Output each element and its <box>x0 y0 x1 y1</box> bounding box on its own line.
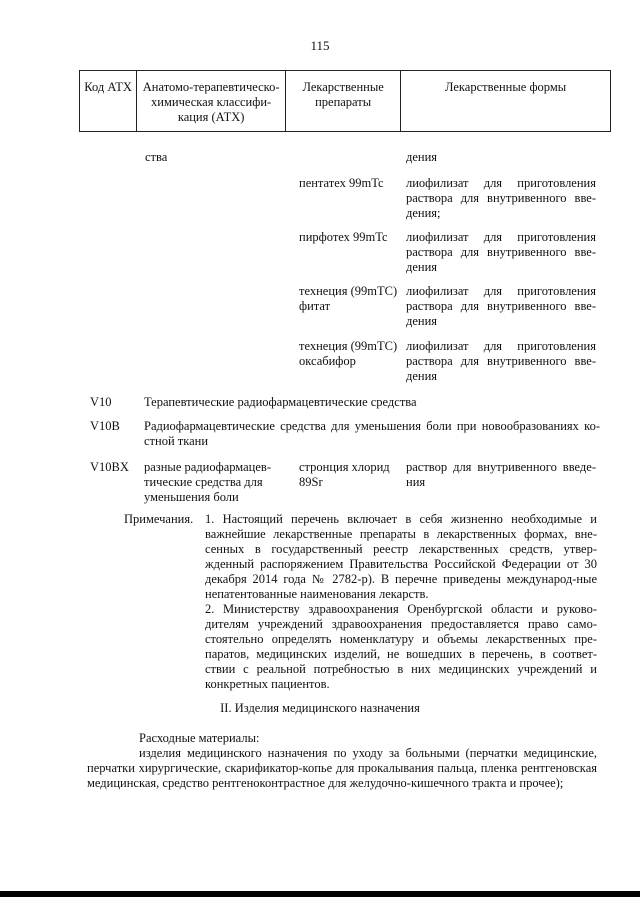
header-atc-code: Код АТХ <box>80 71 137 132</box>
dosage-form: раствор для внутривенного введе-ния <box>406 460 596 489</box>
notes-label: Примечания. <box>124 512 194 526</box>
atc-code: V10BX <box>90 460 129 474</box>
atc-code: V10B <box>90 419 120 433</box>
dosage-form: лиофилизат для приготовления раствора для внутривенного вве-дения <box>406 339 596 383</box>
atc-name: Терапевтические радиофармацевтические средства <box>144 395 417 409</box>
drug-name: технеция (99mTC) фитат <box>299 284 398 313</box>
table-header <box>79 70 611 132</box>
atc-name: разные радиофармацев-тические средства для уменьшения боли <box>144 460 271 504</box>
footer-divider <box>0 891 640 897</box>
dosage-form: лиофилизат для приготовления раствора для внутривенного вве-дения <box>406 230 596 274</box>
header-dosage-forms: Лекарственные формы <box>401 71 611 132</box>
continued-form-text: дения <box>406 150 438 164</box>
drug-name: пентатех 99mTc <box>299 176 384 190</box>
dosage-form: лиофилизат для приготовления раствора для внутривенного вве-дения; <box>406 176 596 220</box>
drug-name: пирфотех 99mTc <box>299 230 388 244</box>
continued-class-text: ства <box>145 150 168 164</box>
header-drugs: Лекарственные препараты <box>286 71 401 132</box>
atc-code: V10 <box>90 395 112 409</box>
section-title: II. Изделия медицинского назначения <box>220 701 420 715</box>
consumables-label: Расходные материалы: <box>139 731 260 745</box>
note-paragraph: 2. Министерству здравоохранения Оренбургской области и руково-дителям учреждений здравоохранения предоставляется право само-стоятельно определять номенклатуру и объемы лекарственных пре-паратов, медицинских изделий, не вошедших в перечень, в соответ-ствии с реальной потребностью в них медицинских учреждений и конкретных пациентов. <box>205 602 597 691</box>
drug-name: стронция хлорид 89Sr <box>299 460 390 489</box>
note-paragraph: 1. Настоящий перечень включает в себя жизненно необходимые и важнейшие лекарственные препараты в лекарственных формах, вне-сенных в государственный реестр лекарственных средств, утвер-жденный распоряжением Правительства Российской Федерации от 30 декабря 2014 года № 2782-р). В перечне приведены международ-ные непатентованные наименования лекарств. <box>205 512 597 601</box>
notes-block <box>205 512 597 692</box>
header-atc-classification: Анатомо-терапевтическо-химическая классифи-кация (АТХ) <box>137 71 286 132</box>
atc-name: Радиофармацевтические средства для уменьшения боли при новообразованиях ко-стной ткани <box>144 419 600 448</box>
dosage-form: лиофилизат для приготовления раствора для внутривенного вве-дения <box>406 284 596 328</box>
drug-name: технеция (99mTC) оксабифор <box>299 339 398 368</box>
page-number: 115 <box>310 38 330 53</box>
consumables-text: изделия медицинского назначения по уходу за больными (перчатки медицинские, перчатки хирургические, скарификатор-копье для прокалывания пальца, пленка рентгеновская медицинская, средство рентгеноконтрастное для желудочно-кишечного тракта и прочее); <box>87 746 597 790</box>
